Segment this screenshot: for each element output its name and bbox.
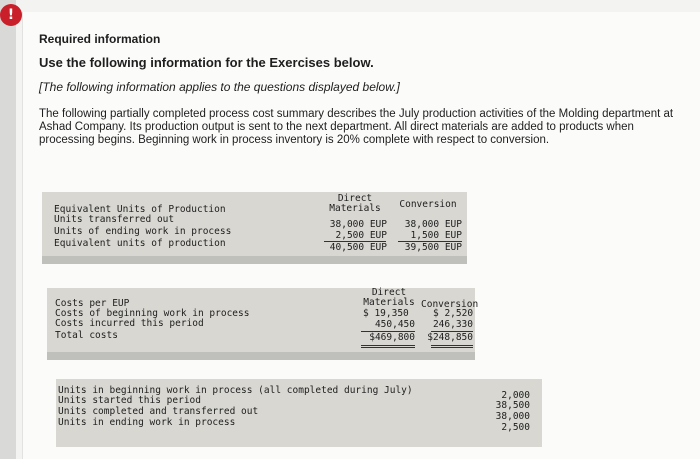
units-row-label: Units in ending work in process: [58, 417, 236, 428]
instructions-heading: Use the following information for the Exercises below.: [39, 55, 374, 70]
cost-row-dm: $469,800: [369, 332, 415, 343]
eup-col-dm-header-1: Direct: [337, 193, 373, 204]
eup-row-conv: 39,500 EUP: [404, 242, 462, 253]
units-row-label: Units started this period: [58, 395, 201, 406]
left-strip: [0, 0, 16, 459]
cost-row-dm: 450,450: [374, 319, 415, 330]
eup-row-label: Units transferred out: [54, 214, 175, 225]
cost-total-rule: [361, 345, 415, 348]
units-table: [56, 379, 542, 447]
content-panel: [22, 12, 700, 459]
eup-row-dm: 2,500 EUP: [335, 230, 387, 241]
units-row-value: 38,500: [495, 400, 530, 411]
cost-row-conv: $ 2,520: [433, 308, 474, 319]
cost-col-dm-header-1: Direct: [371, 287, 407, 298]
eup-col-dm-header-2: Materials: [329, 203, 381, 214]
eup-row-dm: 38,000 EUP: [329, 219, 387, 230]
cost-row-dm: $ 19,350: [363, 308, 409, 319]
units-row-label: Units completed and transferred out: [58, 406, 259, 417]
cost-row-label: Total costs: [55, 330, 118, 341]
eup-col-conv-header: Conversion: [399, 199, 457, 210]
problem-description: The following partially completed process cost summary describes the July production activities of the Molding department at Ashad Company. Its production output is sent to the next department. All direct materials are added to products when processing begins. Beginning work in process inventory is 20% complete with respect to conversion.: [39, 108, 674, 146]
alert-icon: !: [0, 4, 22, 26]
eup-row-label: Units of ending work in process: [54, 226, 232, 237]
units-row-label: Units in beginning work in process (all completed during July): [58, 385, 413, 396]
eup-row-conv: 1,500 EUP: [410, 230, 462, 241]
cost-total-rule: [431, 345, 473, 348]
cost-col-dm-header-2: Materials: [363, 297, 415, 308]
eup-row-dm: 40,500 EUP: [329, 242, 387, 253]
cost-row-conv: $248,850: [427, 332, 473, 343]
cost-row-label: Costs of beginning work in process: [55, 308, 250, 319]
units-row-value: 2,500: [501, 422, 530, 433]
cost-table: [47, 287, 479, 352]
instructions-note: [The following information applies to the questions displayed below.]: [39, 80, 400, 94]
eup-table: [42, 192, 467, 256]
cost-row-conv: 246,330: [432, 319, 473, 330]
units-row-value: 38,000: [495, 411, 530, 422]
page-title: Required information: [39, 32, 161, 46]
cost-col-conv-header: Conversion: [421, 299, 479, 310]
cost-row-label: Costs incurred this period: [55, 318, 204, 329]
cost-table-footer-strip: [47, 352, 475, 360]
eup-row-label: Equivalent units of production: [54, 238, 226, 249]
eup-row-label: Equivalent Units of Production: [54, 204, 226, 215]
eup-table-footer-strip: [42, 256, 467, 264]
eup-row-conv: 38,000 EUP: [404, 219, 462, 230]
cost-row-label: Costs per EUP: [55, 298, 130, 309]
units-row-value: 2,000: [501, 390, 530, 401]
